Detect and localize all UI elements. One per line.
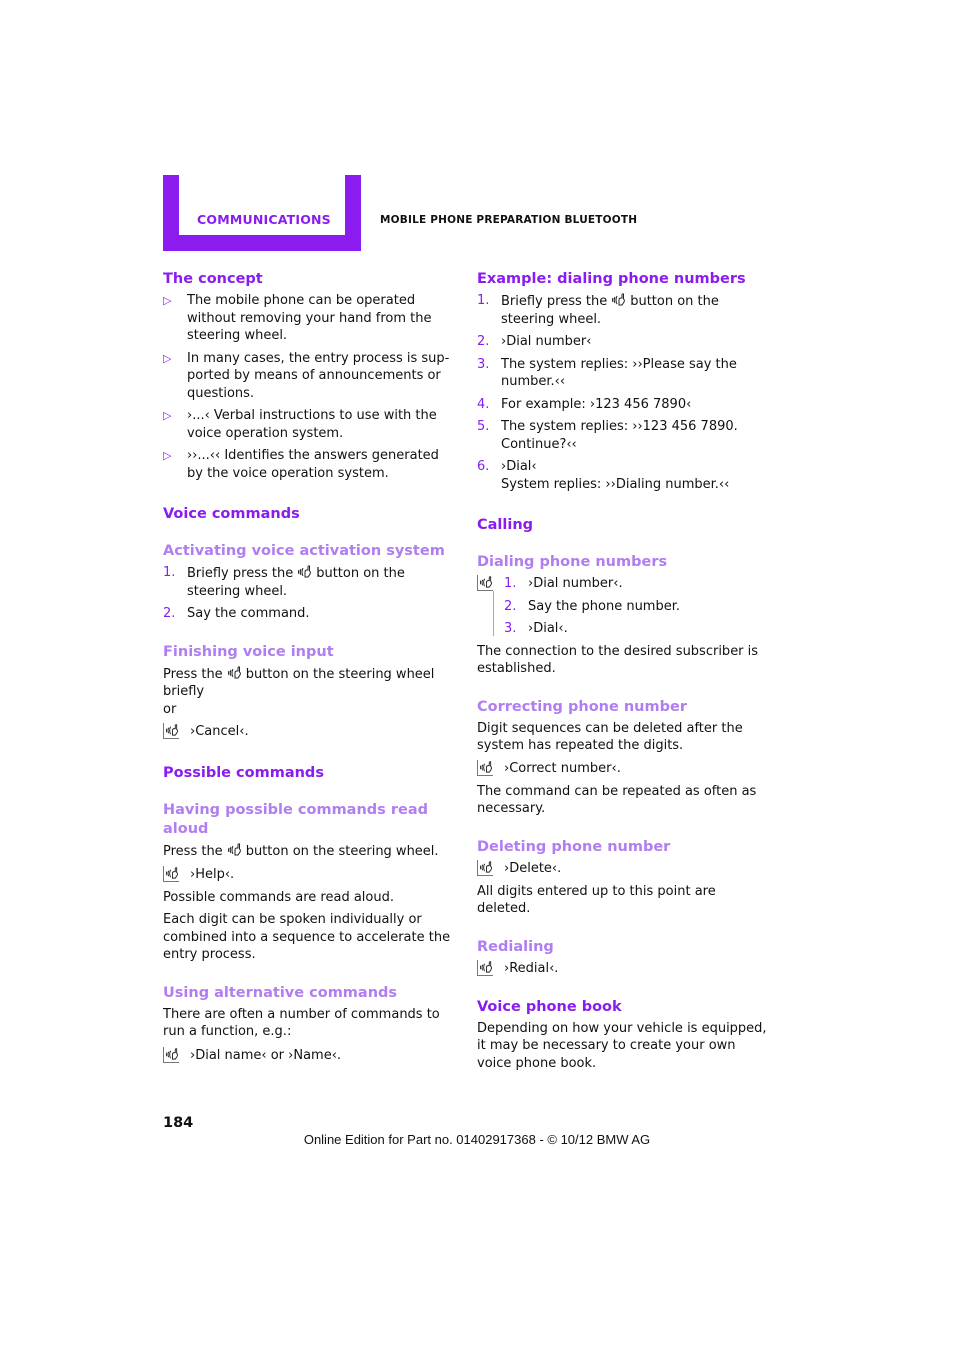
paragraph: Each digit can be spoken individually or combined into a sequence to accelerate the entry process. — [163, 912, 451, 962]
voice-command-row: ›Redial‹. — [477, 960, 769, 978]
footer-text: Online Edition for Part no. 01402917368 - © 10/12 BMW AG — [303, 1132, 651, 1147]
list-item: 2. Say the command. — [163, 606, 310, 621]
heading-read-aloud: Having possible commands read aloud — [163, 802, 428, 837]
paragraph: Possible commands are read aloud. — [163, 889, 394, 905]
voice-command-icon — [163, 866, 179, 882]
paragraph: Digit sequences can be deleted after the system has repeated the digits. — [477, 720, 743, 753]
paragraph: The connection to the desired subscriber is established. — [477, 643, 759, 676]
voice-command-row: ›Correct number‹. — [477, 760, 769, 778]
voice-command-icon — [477, 960, 493, 976]
heading-correcting: Correcting phone number — [477, 698, 687, 715]
bullet-triangle-icon: ▷ — [163, 294, 172, 307]
voice-command-icon — [163, 1047, 179, 1063]
voice-command-icon — [163, 723, 179, 739]
list-item: 2. ›Dial number‹ — [477, 334, 592, 349]
list-item: 5. The system replies: ››123 456 7890. Continue?‹‹ — [477, 419, 738, 452]
heading-phone-book: Voice phone book — [477, 998, 622, 1015]
left-column — [163, 270, 455, 1070]
heading-alternative: Using alternative commands — [163, 984, 398, 1001]
list-item: 1. ›Dial number‹. — [504, 576, 623, 591]
heading-voice-commands: Voice commands — [163, 506, 300, 522]
heading-possible-commands: Possible commands — [163, 765, 324, 781]
paragraph: Press the button on the steering wheel. — [163, 844, 439, 859]
list-item: 4. For example: ›123 456 7890‹ — [477, 396, 692, 412]
list-item: 3. ›Dial‹. — [504, 621, 568, 636]
list-item: ▷ In many cases, the entry process is supported by means of announcements or questions. — [163, 350, 450, 401]
voice-command-icon — [611, 292, 626, 307]
bullet-triangle-icon: ▷ — [163, 409, 172, 422]
voice-command-row: ›Help‹. — [163, 866, 455, 884]
right-column — [477, 270, 769, 1077]
voice-command-icon — [477, 575, 493, 591]
voice-command-row: ›Cancel‹. — [163, 723, 455, 741]
list-item: 6. ›Dial‹ System replies: ››Dialing number.‹‹ — [477, 459, 730, 492]
heading-dialing: Dialing phone numbers — [477, 554, 668, 570]
paragraph: There are often a number of commands to run a function, e.g.: — [163, 1006, 440, 1039]
heading-redialing: Redialing — [477, 938, 554, 955]
heading-deleting: Deleting phone number — [477, 838, 671, 855]
page-number: 184 — [163, 1115, 194, 1131]
heading-activating: Activating voice activation system — [163, 543, 445, 559]
voice-command-steps — [477, 575, 769, 638]
list-item: 1. Briefly press the button on the steering wheel. — [163, 565, 405, 599]
voice-command-icon — [477, 860, 493, 876]
voice-command-icon — [227, 665, 242, 680]
voice-command-icon — [297, 564, 312, 579]
page-header-title: MOBILE PHONE PREPARATION BLUETOOTH — [380, 214, 638, 226]
paragraph: The command can be repeated as often as necessary. — [477, 783, 757, 816]
paragraph: Depending on how your vehicle is equipped, it may be necessary to create your own voice phone book. — [477, 1020, 767, 1071]
list-item: 2. Say the phone number. — [504, 598, 681, 614]
heading-concept: The concept — [163, 271, 263, 287]
section-title: COMMUNICATIONS — [197, 212, 331, 227]
bullet-triangle-icon: ▷ — [163, 351, 172, 365]
paragraph: Press the button on the steering wheel briefly — [163, 666, 435, 699]
list-item: ▷ ›...‹ Verbal instructions to use with the voice operation system. — [163, 408, 437, 441]
list-item: ▷ The mobile phone can be operated without removing your hand from the steering wheel. — [163, 293, 432, 343]
paragraph: or — [163, 701, 177, 717]
voice-command-row: ›Dial name‹ or ›Name‹. — [163, 1047, 455, 1065]
heading-finishing: Finishing voice input — [163, 643, 334, 660]
list-item: 3. The system replies: ››Please say the number.‹‹ — [477, 356, 737, 389]
heading-example: Example: dialing phone numbers — [477, 271, 746, 287]
heading-calling: Calling — [477, 517, 534, 533]
paragraph: All digits entered up to this point are deleted. — [477, 883, 716, 916]
list-item: ▷ ››...‹‹ Identifies the answers generated by the voice operation system. — [163, 448, 439, 481]
header-tab — [163, 175, 361, 251]
voice-command-row: ›Delete‹. — [477, 860, 769, 878]
list-item: 1. Briefly press the button on the steering wheel. — [477, 293, 719, 327]
voice-command-icon — [477, 760, 493, 776]
bullet-triangle-icon: ▷ — [163, 449, 172, 462]
voice-command-icon — [227, 842, 242, 857]
header-tab-inner — [179, 175, 345, 235]
